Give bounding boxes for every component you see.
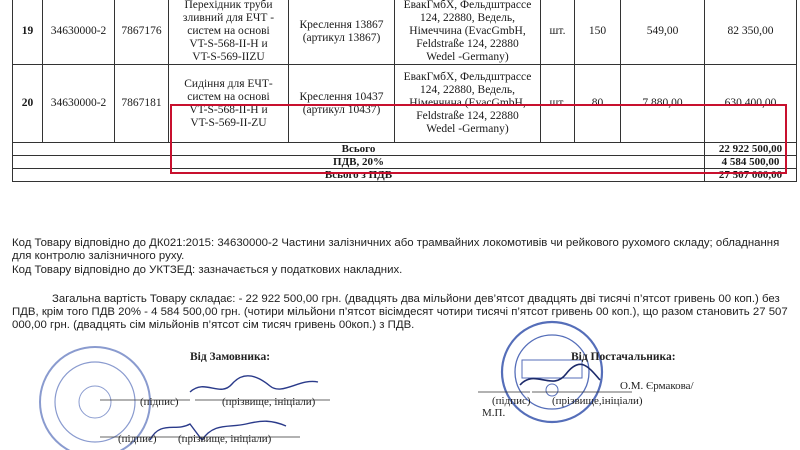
row-index: 20 bbox=[13, 65, 43, 143]
row-name-line: Перехідник труби bbox=[184, 0, 273, 11]
vat-label: ПДВ, 20% bbox=[13, 156, 705, 169]
row-name-line: систем на основі bbox=[187, 25, 270, 37]
row-qty: 150 bbox=[575, 0, 621, 65]
row-code: 34630000-2 bbox=[43, 0, 115, 65]
customer-header: Від Замовника: bbox=[190, 351, 271, 363]
total-with-vat-label: Всього з ПДВ bbox=[13, 169, 705, 182]
row-article: 7867176 bbox=[115, 0, 169, 65]
total-cost-text: Загальна вартість Товару складає: - 22 922 500,00 грн. (двадцять два мільйони дев’ятсот двадцять дві тисячі п’ятсот гривень 00 коп.) без ПДВ, крім того ПДВ 20% - 4 584 500,00 грн. (чотири мільйони п’ятсот вісімдесят чотири тисячі п’ятсот гривень 00 коп.), що разом становить 27 507 000,00 грн. (двадцять сім мільйонів п’ятсот сім тисяч гривень 00коп.) з ПДВ. bbox=[12, 293, 788, 331]
row-qty: 80 bbox=[575, 65, 621, 143]
row-code: 34630000-2 bbox=[43, 65, 115, 143]
total-with-vat-value: 27 507 000,00 bbox=[705, 169, 797, 182]
row-article: 7867181 bbox=[115, 65, 169, 143]
row-drawing-line: (артикул 13867) bbox=[302, 31, 381, 44]
row-manufacturer-line: Німеччина (EvacGmbH, bbox=[409, 25, 526, 37]
row-manufacturer-line: Німеччина (EvacGmbH, bbox=[409, 97, 526, 109]
customer-signature-1 bbox=[190, 376, 318, 392]
row-unit: шт. bbox=[541, 65, 575, 143]
row-name-line: VT-S-568-II-H и bbox=[189, 103, 268, 116]
row-drawing-line: Креслення 10437 bbox=[299, 90, 384, 103]
customer-sign-label: (підпис) bbox=[140, 396, 179, 408]
supplier-sign-label: (підпис) bbox=[492, 395, 531, 407]
supplier-name: О.М. Єрмакова/ bbox=[620, 380, 694, 392]
row-unit: шт. bbox=[541, 0, 575, 65]
total-label: Всього bbox=[13, 143, 705, 156]
row-name-line: Сидіння для ЕЧТ- bbox=[184, 77, 273, 90]
row-manufacturer-line: 124, 22880, Ведель, bbox=[420, 84, 515, 96]
supplier-header: Від Постачальника: bbox=[571, 351, 676, 363]
row-manufacturer-line: Feldstraße 124, 22880 bbox=[416, 38, 519, 50]
row-price: 7 880,00 bbox=[621, 65, 705, 143]
row-price: 549,00 bbox=[621, 0, 705, 65]
row-name-line: VT-S-569-IIZU bbox=[192, 51, 265, 63]
total-value: 22 922 500,00 bbox=[705, 143, 797, 156]
seal-abbrev: М.П. bbox=[482, 407, 506, 419]
row-manufacturer-line: ЕвакГмбХ, Фельдштрассе bbox=[403, 0, 532, 11]
row-drawing-line: (артикул 10437) bbox=[302, 103, 381, 116]
row-sum: 82 350,00 bbox=[705, 0, 797, 65]
row-index: 19 bbox=[13, 0, 43, 65]
row-name-line: VT-S-569-II-ZU bbox=[190, 116, 267, 129]
row-manufacturer-line: Feldstraße 124, 22880 bbox=[416, 110, 519, 122]
supplier-stamp bbox=[502, 322, 602, 422]
customs-code-text: Код Товару відповідно до УКТЗЕД: зазначається у податкових накладних. bbox=[12, 264, 403, 276]
row-manufacturer-line: Wedel -Germany) bbox=[426, 51, 509, 63]
vat-value: 4 584 500,00 bbox=[705, 156, 797, 169]
customer-name-label-2: (прізвище, ініціали) bbox=[178, 433, 272, 445]
row-name-line: VT-S-568-II-H и bbox=[189, 38, 268, 50]
customer-name-label: (прізвище, ініціали) bbox=[222, 396, 316, 408]
row-name-line: зливний для ЕЧТ - bbox=[182, 12, 275, 24]
row-drawing-line: Креслення 13867 bbox=[299, 18, 384, 31]
row-manufacturer-line: ЕвакГмбХ, Фельдштрассе bbox=[403, 71, 532, 83]
row-sum: 630 400,00 bbox=[705, 65, 797, 143]
classifier-code-text: Код Товару відповідно до ДК021:2015: 34630000-2 Частини залізничних або трамвайних локомотивів чи рейкового рухомого складу; обладнання для контролю залізничного руху. bbox=[12, 237, 780, 262]
row-name-line: систем на основі bbox=[187, 90, 270, 103]
customer-sign-label-2: (підпис) bbox=[118, 433, 157, 445]
supplier-name-label: (прізвище,ініціали) bbox=[552, 395, 643, 407]
row-manufacturer-line: Wedel -Germany) bbox=[426, 123, 509, 135]
row-manufacturer-line: 124, 22880, Ведель, bbox=[420, 12, 515, 24]
